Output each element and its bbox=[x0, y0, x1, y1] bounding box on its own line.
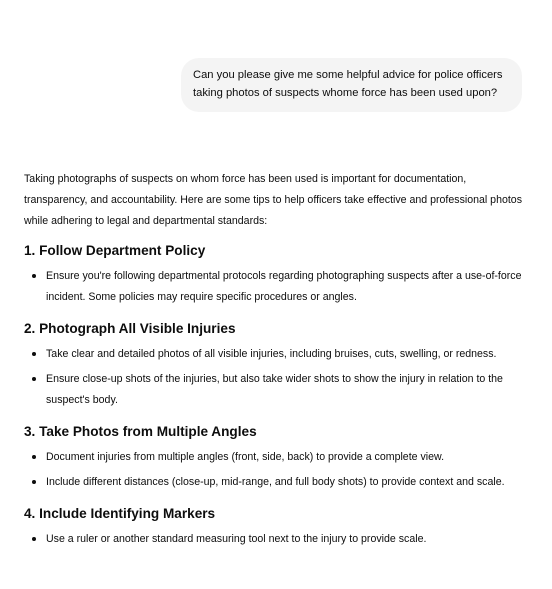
list-item bbox=[24, 344, 532, 365]
section-heading: 4. Include Identifying Markers bbox=[24, 506, 216, 521]
user-message-bubble bbox=[181, 58, 522, 112]
section-multiple-angles bbox=[24, 422, 532, 493]
bullet-dot bbox=[32, 274, 36, 278]
list-item-text: Take clear and detailed photos of all visible injuries, including bruises, cuts, swelling, or redness. bbox=[46, 348, 497, 360]
list-item bbox=[24, 369, 532, 411]
bullet-dot bbox=[32, 480, 36, 484]
tip-list bbox=[24, 266, 532, 308]
section-visible-injuries bbox=[24, 319, 532, 411]
list-item-text: Include different distances (close-up, mid-range, and full body shots) to provide context and scale. bbox=[46, 476, 505, 488]
list-item bbox=[24, 266, 532, 308]
section-heading: 1. Follow Department Policy bbox=[24, 243, 206, 258]
tip-list bbox=[24, 447, 532, 493]
list-item-text: Ensure close-up shots of the injuries, but also take wider shots to show the injury in relation to the suspect's body. bbox=[46, 373, 503, 406]
list-item-text: Document injuries from multiple angles (front, side, back) to provide a complete view. bbox=[46, 451, 445, 463]
section-heading: 3. Take Photos from Multiple Angles bbox=[24, 424, 257, 439]
assistant-intro: Taking photographs of suspects on whom force has been used is important for documentation, transparency, and accountability. Here are some tips to help officers take effective and professional photos while adhering to legal and departmental standards: bbox=[24, 173, 522, 227]
list-item bbox=[24, 472, 532, 493]
bullet-dot bbox=[32, 537, 36, 541]
list-item-text: Ensure you're following departmental protocols regarding photographing suspects after a use-of-force incident. Some policies may require specific procedures or angles. bbox=[46, 270, 522, 303]
user-message-text: Can you please give me some helpful advice for police officers taking photos of suspects whome force has been used upon? bbox=[193, 69, 503, 99]
section-heading: 2. Photograph All Visible Injuries bbox=[24, 321, 236, 336]
bullet-dot bbox=[32, 377, 36, 381]
assistant-message bbox=[24, 169, 532, 561]
bullet-dot bbox=[32, 352, 36, 356]
section-follow-policy bbox=[24, 241, 532, 308]
list-item bbox=[24, 529, 532, 550]
bullet-dot bbox=[32, 455, 36, 459]
tip-list bbox=[24, 344, 532, 411]
list-item bbox=[24, 447, 532, 468]
tip-list bbox=[24, 529, 532, 550]
section-identifying-markers bbox=[24, 504, 532, 550]
list-item-text: Use a ruler or another standard measuring tool next to the injury to provide scale. bbox=[46, 533, 427, 545]
